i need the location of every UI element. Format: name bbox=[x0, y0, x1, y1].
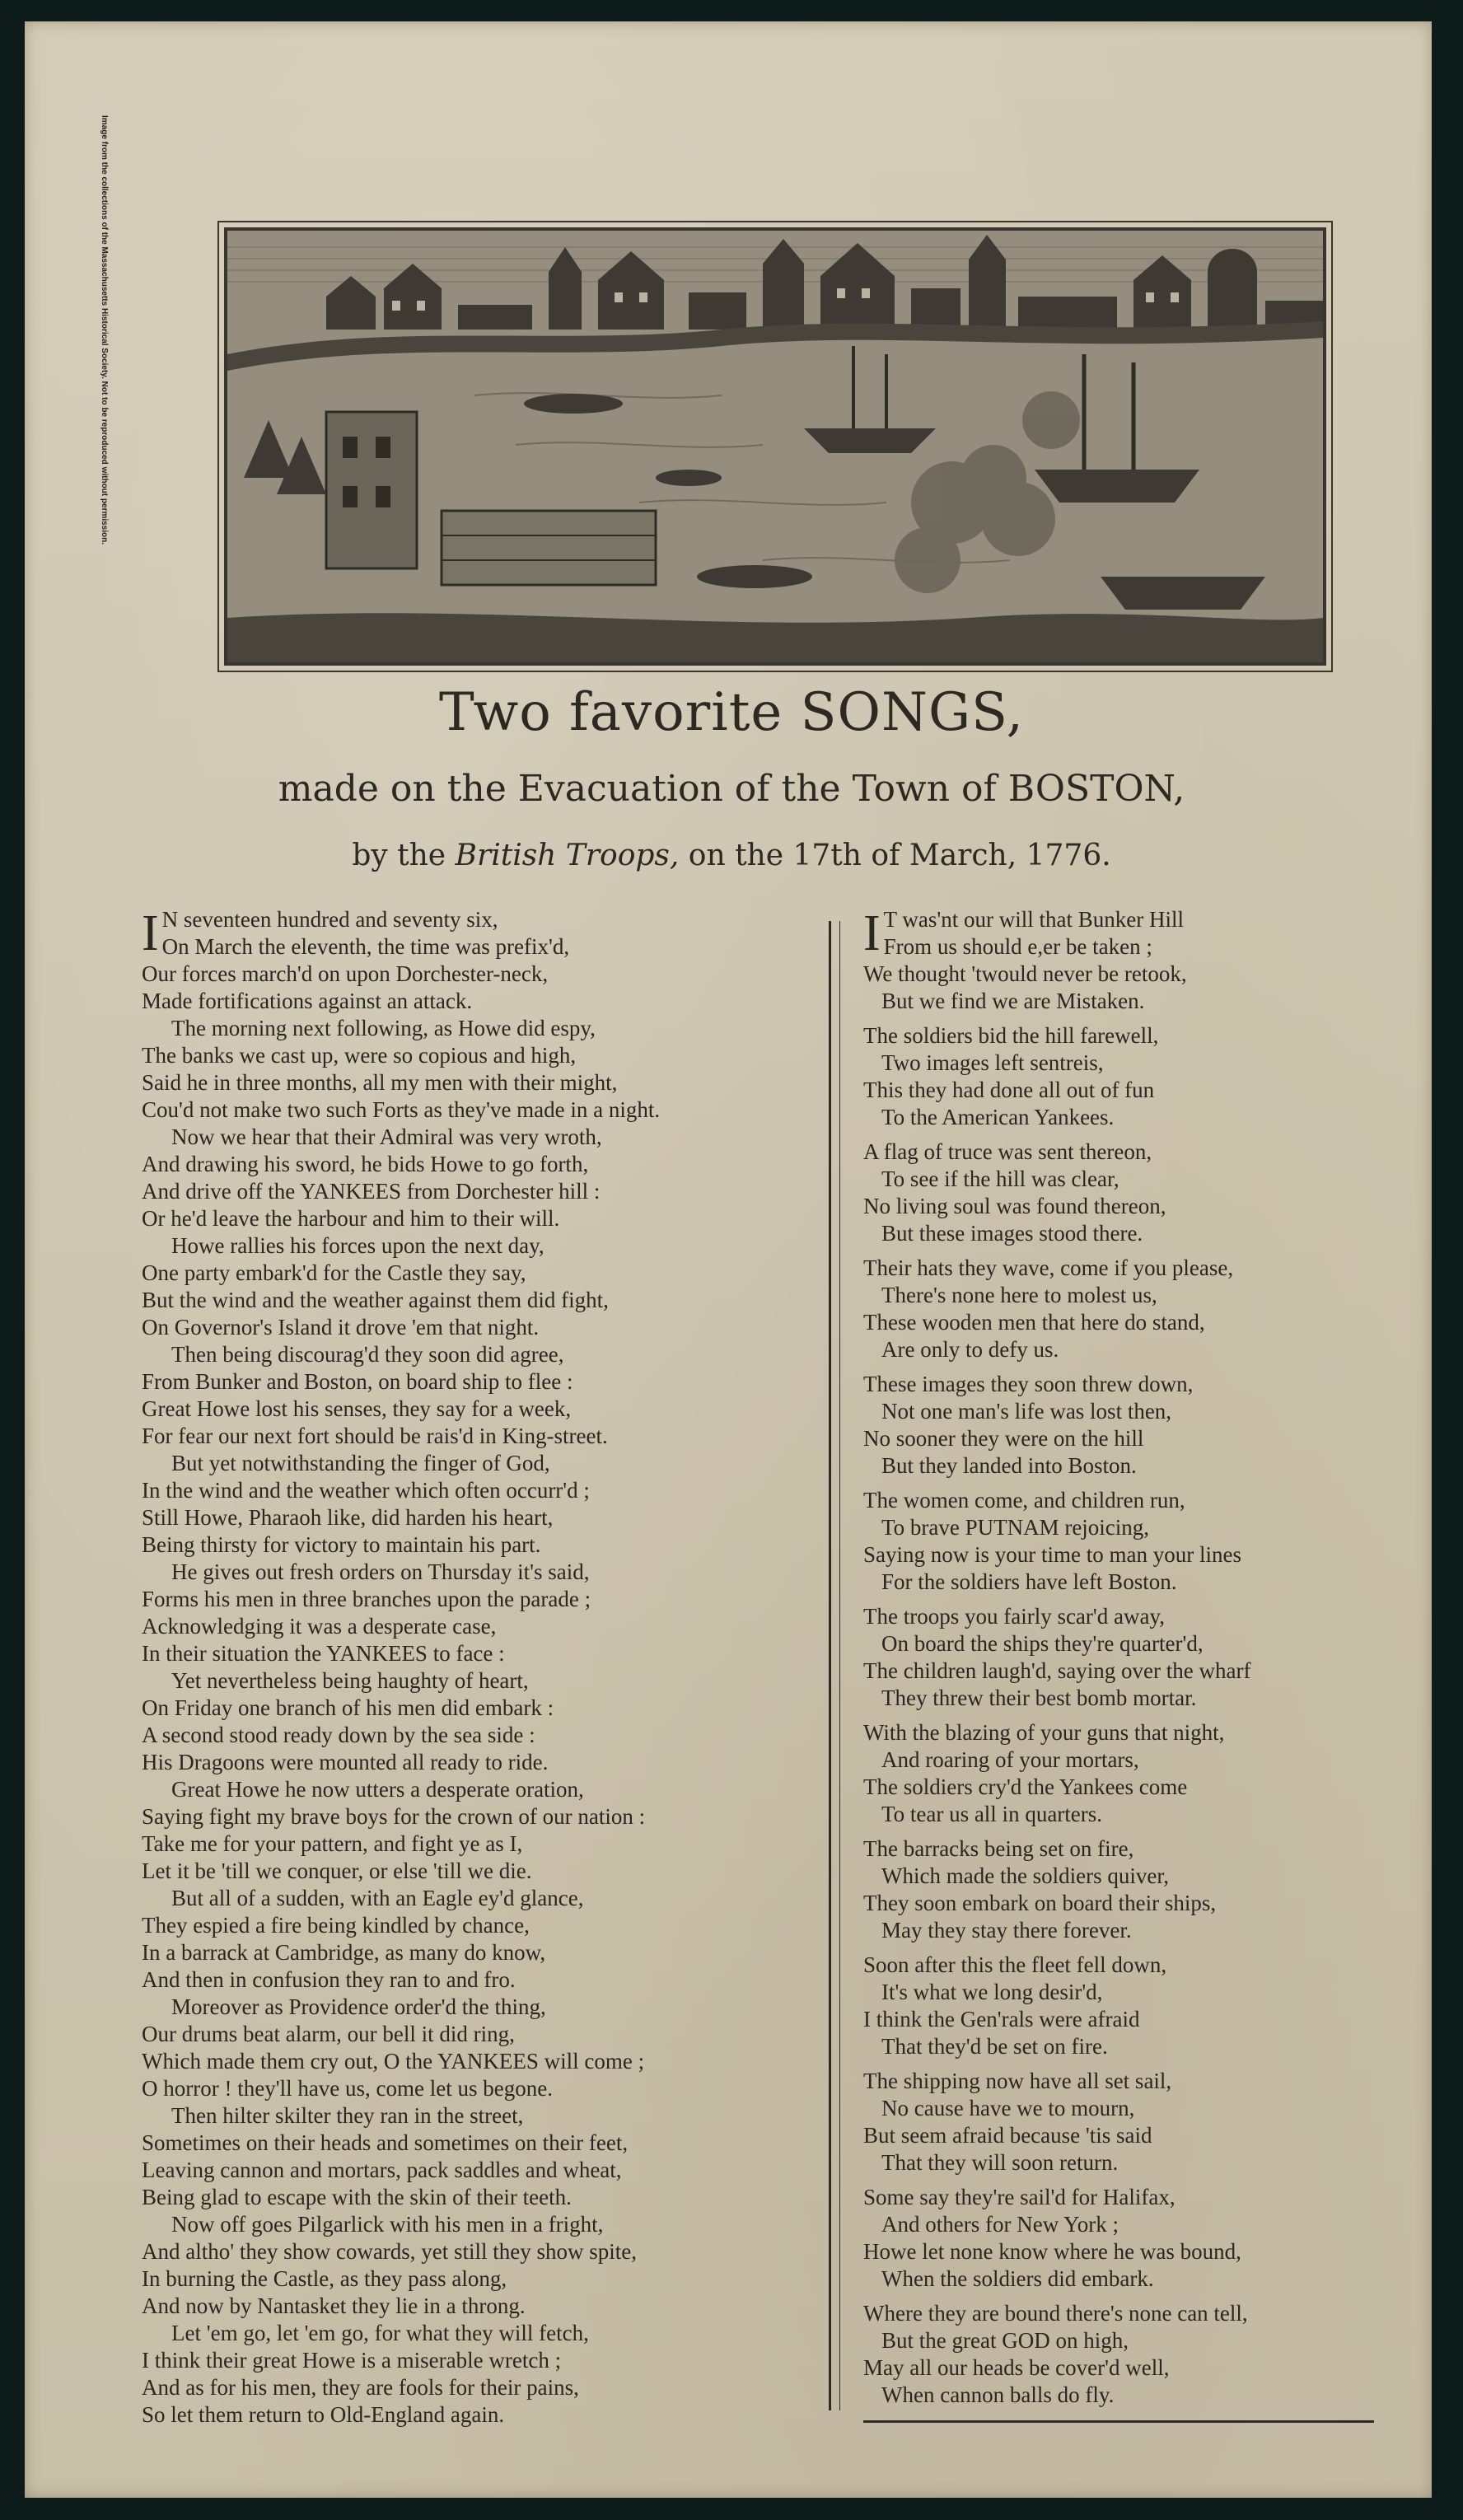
song-two-line bbox=[863, 1863, 1358, 1890]
song-two-line-text: And others for New York ; bbox=[881, 2212, 1119, 2237]
song-one-line-text: For fear our next fort should be rais'd in King-street. bbox=[142, 1424, 608, 1448]
song-one-line bbox=[142, 1504, 834, 1531]
broadside-subtitle: made on the Evacuation of the Town of BOSTON, bbox=[278, 768, 1185, 810]
song-one-line-text: But yet notwithstanding the finger of God, bbox=[171, 1451, 550, 1475]
song-two-line bbox=[863, 2354, 1358, 2382]
song-one-line-text: They espied a fire being kindled by chance, bbox=[142, 1913, 530, 1938]
song-two-line-text: These images they soon threw down, bbox=[863, 1372, 1194, 1396]
song-one-line-text: Saying fight my brave boys for the crown of our nation : bbox=[142, 1804, 646, 1829]
song-two-line-text: For the soldiers have left Boston. bbox=[881, 1569, 1177, 1594]
song-one-line-text: Our forces march'd on upon Dorchester-neck, bbox=[142, 961, 549, 986]
song-two-line-text: Which made the soldiers quiver, bbox=[881, 1863, 1170, 1888]
song-two-line-text: To see if the hill was clear, bbox=[881, 1166, 1119, 1191]
song-one-line-text: So let them return to Old-England again. bbox=[142, 2402, 505, 2427]
song-two-stanza bbox=[863, 1603, 1358, 1712]
song-two-line-text: This they had done all out of fun bbox=[863, 1078, 1155, 1102]
song-one-line bbox=[142, 1450, 834, 1477]
song-one-column bbox=[142, 906, 834, 2429]
song-one-line-text: His Dragoons were mounted all ready to ride. bbox=[142, 1750, 549, 1774]
dateline-prefix: by the bbox=[352, 839, 456, 872]
song-two-line bbox=[863, 1569, 1358, 1596]
song-two-line-text: To brave PUTNAM rejoicing, bbox=[881, 1515, 1150, 1540]
song-two-line-text: We thought 'twould never be retook, bbox=[863, 961, 1187, 986]
song-two-line-text: There's none here to molest us, bbox=[881, 1283, 1157, 1307]
song-one-line bbox=[142, 2265, 834, 2293]
song-one-line bbox=[142, 1260, 834, 1287]
song-one-line bbox=[142, 1042, 834, 1069]
song-two-line bbox=[863, 1425, 1358, 1452]
song-one-line-text: Let 'em go, let 'em go, for what they will fetch, bbox=[171, 2321, 589, 2345]
song-one-line-text: In burning the Castle, as they pass along, bbox=[142, 2266, 507, 2291]
song-two-line bbox=[863, 1541, 1358, 1569]
song-two-line bbox=[863, 1746, 1358, 1774]
song-two-stanza bbox=[863, 1719, 1358, 1828]
song-one-line-text: And now by Nantasket they lie in a throng. bbox=[142, 2293, 526, 2318]
song-one-line-text: Acknowledging it was a desperate case, bbox=[142, 1614, 497, 1639]
song-one-line-text: But the wind and the weather against them did fight, bbox=[142, 1288, 609, 1312]
song-one-line bbox=[142, 1559, 834, 1586]
song-one-line bbox=[142, 2211, 834, 2238]
dateline-suffix: on the 17th of March, 1776. bbox=[679, 839, 1111, 872]
song-one-line-text: And then in confusion they ran to and fro. bbox=[142, 1967, 516, 1992]
song-two-line-text: No sooner they were on the hill bbox=[863, 1426, 1144, 1451]
song-one-line bbox=[142, 1096, 834, 1124]
song-two-line-text: The soldiers bid the hill farewell, bbox=[863, 1023, 1159, 1048]
song-two-line bbox=[863, 1398, 1358, 1425]
song-two-line bbox=[863, 1220, 1358, 1247]
song-two-line bbox=[863, 1138, 1358, 1166]
song-two-line-text: But seem afraid because 'tis said bbox=[863, 2123, 1152, 2148]
song-two-line bbox=[863, 1685, 1358, 1712]
song-two-line-text: That they will soon return. bbox=[881, 2150, 1119, 2175]
song-one-line-text: In a barrack at Cambridge, as many do know, bbox=[142, 1940, 546, 1965]
song-one-line bbox=[142, 1695, 834, 1722]
song-two-stanza bbox=[863, 1371, 1358, 1480]
song-one-line bbox=[142, 1396, 834, 1423]
song-two-line bbox=[863, 2382, 1358, 2409]
song-one-line-text: In the wind and the weather which often occurr'd ; bbox=[142, 1478, 590, 1503]
song-two-line bbox=[863, 1514, 1358, 1541]
song-one-line-text: Which made them cry out, O the YANKEES will come ; bbox=[142, 2049, 645, 2074]
song-one-line-text: Now we hear that their Admiral was very wroth, bbox=[171, 1124, 602, 1149]
song-two-stanza bbox=[863, 1255, 1358, 1363]
song-two-line bbox=[863, 2211, 1358, 2238]
song-one-line bbox=[142, 1314, 834, 1341]
broadside-dateline bbox=[0, 839, 1463, 872]
song-one-line bbox=[142, 933, 834, 961]
song-one-line-text: Then being discourag'd they soon did agree, bbox=[171, 1342, 564, 1367]
song-one-line-text: On Friday one branch of his men did embark : bbox=[142, 1695, 554, 1720]
song-one-line bbox=[142, 1423, 834, 1450]
song-two-stanza bbox=[863, 1138, 1358, 1247]
song-two-line-text: A flag of truce was sent thereon, bbox=[863, 1139, 1152, 1164]
song-two-line bbox=[863, 1193, 1358, 1220]
song-one-line bbox=[142, 1178, 834, 1205]
song-two-line bbox=[863, 1104, 1358, 1131]
song-one-line-text: Our drums beat alarm, our bell it did ring, bbox=[142, 2022, 515, 2046]
harbor-woodcut-illustration bbox=[224, 227, 1326, 666]
song-two-line bbox=[863, 1979, 1358, 2006]
song-one-line bbox=[142, 1151, 834, 1178]
song-one-line bbox=[142, 1776, 834, 1803]
song-two-stanza bbox=[863, 2300, 1358, 2409]
song-one-line-text: O horror ! they'll have us, come let us begone. bbox=[142, 2076, 553, 2101]
song-one-line bbox=[142, 988, 834, 1015]
song-one-line-text: Take me for your pattern, and fight ye as I, bbox=[142, 1831, 523, 1856]
song-two-line-text: No cause have we to mourn, bbox=[881, 2096, 1135, 2120]
song-one-line bbox=[142, 1287, 834, 1314]
song-two-line-text: Where they are bound there's none can tell, bbox=[863, 2301, 1248, 2326]
song-two-line bbox=[863, 1255, 1358, 1282]
song-two-line bbox=[863, 1022, 1358, 1050]
song-one-line-text: Great Howe he now utters a desperate oration, bbox=[171, 1777, 584, 1802]
song-two-line-text: May they stay there forever. bbox=[881, 1918, 1132, 1943]
dateline-troops: British Troops, bbox=[455, 839, 680, 872]
song-two-line bbox=[863, 1487, 1358, 1514]
song-one-line bbox=[142, 1722, 834, 1749]
song-one-line-text: Made fortifications against an attack. bbox=[142, 989, 473, 1013]
song-one-line bbox=[142, 1531, 834, 1559]
song-two-line-text: On board the ships they're quarter'd, bbox=[881, 1631, 1204, 1656]
song-two-stanza bbox=[863, 1835, 1358, 1944]
broadside-title: Two favorite SONGS, bbox=[439, 682, 1024, 743]
song-two-stanza bbox=[863, 2068, 1358, 2176]
song-one-line bbox=[142, 2157, 834, 2184]
song-two-stanza bbox=[863, 1022, 1358, 1131]
song-two-line-text: The troops you fairly scar'd away, bbox=[863, 1604, 1165, 1629]
song-two-line-text: That they'd be set on fire. bbox=[881, 2034, 1108, 2059]
song-two-line bbox=[863, 1282, 1358, 1309]
song-two-line-text: No living soul was found thereon, bbox=[863, 1194, 1166, 1218]
song-two-line bbox=[863, 1801, 1358, 1828]
song-two-line-text: Saying now is your time to man your lines bbox=[863, 1542, 1241, 1567]
song-one-dropcap: I bbox=[142, 905, 159, 961]
song-one-line bbox=[142, 961, 834, 988]
song-two-line bbox=[863, 2327, 1358, 2354]
song-one-line-text: Or he'd leave the harbour and him to their will. bbox=[142, 1206, 560, 1231]
song-one-line-text: And drawing his sword, he bids Howe to go forth, bbox=[142, 1152, 589, 1176]
song-one-line-text: And altho' they show cowards, yet still they show spite, bbox=[142, 2239, 638, 2264]
song-two-line bbox=[863, 2184, 1358, 2211]
song-one-line-text: But all of a sudden, with an Eagle ey'd glance, bbox=[171, 1886, 584, 1910]
song-one-line-text: Still Howe, Pharaoh like, did harden his heart, bbox=[142, 1505, 554, 1530]
song-one-line-text: One party embark'd for the Castle they say, bbox=[142, 1260, 526, 1285]
song-one-line bbox=[142, 1885, 834, 1912]
song-one-line-text: And drive off the YANKEES from Dorchester hill : bbox=[142, 1179, 601, 1204]
song-one-line bbox=[142, 1994, 834, 2021]
song-two-line-text: When cannon balls do fly. bbox=[881, 2382, 1115, 2407]
song-one-line bbox=[142, 2293, 834, 2320]
song-two-line-text: Are only to defy us. bbox=[881, 1337, 1059, 1362]
song-one-line bbox=[142, 1015, 834, 1042]
song-two-line-text: They threw their best bomb mortar. bbox=[881, 1685, 1197, 1710]
song-one-line-text: Being thirsty for victory to maintain his part. bbox=[142, 1532, 541, 1557]
song-one-line-text: The morning next following, as Howe did espy, bbox=[171, 1016, 596, 1040]
song-one-line bbox=[142, 1640, 834, 1667]
song-two-stanza bbox=[863, 1952, 1358, 2060]
song-one-line bbox=[142, 1613, 834, 1640]
closing-rule bbox=[863, 2420, 1374, 2423]
song-one-line bbox=[142, 1830, 834, 1858]
song-one-line bbox=[142, 2238, 834, 2265]
song-two-line-text: With the blazing of your guns that night, bbox=[863, 1720, 1225, 1745]
song-two-line bbox=[863, 1050, 1358, 1077]
song-two-line-text: But the great GOD on high, bbox=[881, 2328, 1129, 2353]
song-one-line-text: From Bunker and Boston, on board ship to flee : bbox=[142, 1369, 573, 1394]
song-two-line bbox=[863, 1630, 1358, 1657]
song-one-line bbox=[142, 1939, 834, 1966]
song-two-line bbox=[863, 1371, 1358, 1398]
collection-notice: Image from the collections of the Massachusetts Historical Society. Not to be reproduced without permission. bbox=[100, 115, 109, 545]
song-two-line-text: And roaring of your mortars, bbox=[881, 1747, 1139, 1772]
song-two-line-text: These wooden men that here do stand, bbox=[863, 1310, 1205, 1335]
song-two-line bbox=[863, 2122, 1358, 2149]
song-one-line bbox=[142, 1124, 834, 1151]
song-one-line bbox=[142, 2048, 834, 2075]
song-one-line bbox=[142, 1232, 834, 1260]
song-one-line-text: Sometimes on their heads and sometimes on their feet, bbox=[142, 2130, 629, 2155]
song-two-line bbox=[863, 1835, 1358, 1863]
song-one-line bbox=[142, 2347, 834, 2374]
song-two-line-text: The children laugh'd, saying over the wharf bbox=[863, 1658, 1251, 1683]
song-one-line-text: Said he in three months, all my men with their might, bbox=[142, 1070, 618, 1095]
song-one-line bbox=[142, 2130, 834, 2157]
song-one-line bbox=[142, 1205, 834, 1232]
song-two-line-text: The soldiers cry'd the Yankees come bbox=[863, 1774, 1188, 1799]
song-one-line-text: Being glad to escape with the skin of their teeth. bbox=[142, 2185, 572, 2209]
song-one-line bbox=[142, 1341, 834, 1368]
song-one-line-text: Great Howe lost his senses, they say for a week, bbox=[142, 1396, 572, 1421]
song-two-line bbox=[863, 1719, 1358, 1746]
song-two-line-text: When the soldiers did embark. bbox=[881, 2266, 1154, 2291]
song-two-line bbox=[863, 2006, 1358, 2033]
song-two-line bbox=[863, 1166, 1358, 1193]
song-two-line-text: But these images stood there. bbox=[881, 1221, 1143, 1246]
song-two-line bbox=[863, 1603, 1358, 1630]
song-two-line bbox=[863, 1336, 1358, 1363]
song-two-line bbox=[863, 933, 1358, 961]
song-two-line bbox=[863, 2068, 1358, 2095]
song-one-line-text: On March the eleventh, the time was prefix'd, bbox=[161, 934, 570, 959]
song-two-line bbox=[863, 1452, 1358, 1480]
song-two-line bbox=[863, 2095, 1358, 2122]
song-one-line-text: Yet nevertheless being haughty of heart, bbox=[171, 1668, 529, 1693]
song-one-line-text: He gives out fresh orders on Thursday it's said, bbox=[171, 1559, 590, 1584]
song-two-line-text: T was'nt our will that Bunker Hill bbox=[883, 907, 1184, 932]
song-two-line-text: To the American Yankees. bbox=[881, 1105, 1115, 1129]
song-one-line bbox=[142, 1667, 834, 1695]
song-two-line-text: Howe let none know where he was bound, bbox=[863, 2239, 1241, 2264]
song-two-line-text: To tear us all in quarters. bbox=[881, 1802, 1103, 1826]
song-one-line-text: A second stood ready down by the sea side : bbox=[142, 1723, 535, 1747]
song-two-stanza bbox=[863, 2184, 1358, 2293]
song-two-line-text: Soon after this the fleet fell down, bbox=[863, 1952, 1167, 1977]
song-two-line bbox=[863, 1952, 1358, 1979]
song-one-line-text: On Governor's Island it drove 'em that night. bbox=[142, 1315, 540, 1339]
song-one-line bbox=[142, 2075, 834, 2102]
song-one-line bbox=[142, 1368, 834, 1396]
song-one-line-text: Now off goes Pilgarlick with his men in a fright, bbox=[171, 2212, 604, 2237]
song-two-line-text: Some say they're sail'd for Halifax, bbox=[863, 2185, 1176, 2209]
song-two-line bbox=[863, 2033, 1358, 2060]
song-one-line-text: N seventeen hundred and seventy six, bbox=[161, 907, 498, 932]
column-divider bbox=[829, 921, 840, 2410]
song-one-line-text: And as for his men, they are fools for their pains, bbox=[142, 2375, 579, 2400]
song-one-line-text: Forms his men in three branches upon the parade ; bbox=[142, 1587, 591, 1611]
song-two-line-text: Two images left sentreis, bbox=[881, 1050, 1104, 1075]
song-one-line-text: Let it be 'till we conquer, or else 'till we die. bbox=[142, 1858, 532, 1883]
song-two-line bbox=[863, 1774, 1358, 1801]
song-two-line-text: May all our heads be cover'd well, bbox=[863, 2355, 1170, 2380]
song-one-line-text: In their situation the YANKEES to face : bbox=[142, 1641, 505, 1666]
song-one-line-text: Howe rallies his forces upon the next day, bbox=[171, 1233, 545, 1258]
song-two-line bbox=[863, 2265, 1358, 2293]
song-one-line bbox=[142, 1858, 834, 1885]
song-one-line bbox=[142, 1069, 834, 1096]
song-one-line-text: The banks we cast up, were so copious and high, bbox=[142, 1043, 577, 1068]
song-two-line bbox=[863, 1917, 1358, 1944]
song-one-line-text: Then hilter skilter they ran in the street, bbox=[171, 2103, 524, 2128]
song-two-line-text: I think the Gen'rals were afraid bbox=[863, 2007, 1140, 2031]
song-one-line-text: Cou'd not make two such Forts as they've made in a night. bbox=[142, 1097, 661, 1122]
song-two-line bbox=[863, 1657, 1358, 1685]
song-two-line-text: It's what we long desir'd, bbox=[881, 1980, 1103, 2004]
song-two-line bbox=[863, 2149, 1358, 2176]
song-two-line-text: The shipping now have all set sail, bbox=[863, 2069, 1172, 2093]
song-one-line bbox=[142, 1966, 834, 1994]
song-one-line bbox=[142, 1912, 834, 1939]
song-two-line bbox=[863, 1309, 1358, 1336]
song-two-stanza bbox=[863, 1487, 1358, 1596]
song-one-line-text: Moreover as Providence order'd the thing, bbox=[171, 1994, 546, 2019]
song-two-line-text: But they landed into Boston. bbox=[881, 1453, 1137, 1478]
song-two-line-text: But we find we are Mistaken. bbox=[881, 989, 1145, 1013]
song-one-line bbox=[142, 1586, 834, 1613]
song-two-column bbox=[863, 906, 1358, 2416]
song-one-line bbox=[142, 2401, 834, 2429]
song-two-line bbox=[863, 1077, 1358, 1104]
song-two-line-text: The barracks being set on fire, bbox=[863, 1836, 1134, 1861]
song-two-line bbox=[863, 2300, 1358, 2327]
song-two-stanza bbox=[863, 906, 1358, 1015]
song-one-line bbox=[142, 1749, 834, 1776]
song-two-line-text: They soon embark on board their ships, bbox=[863, 1891, 1217, 1915]
song-one-line bbox=[142, 2021, 834, 2048]
song-two-line bbox=[863, 2238, 1358, 2265]
song-one-line bbox=[142, 1803, 834, 1830]
song-one-line-text: Leaving cannon and mortars, pack saddles and wheat, bbox=[142, 2158, 622, 2182]
song-two-line bbox=[863, 988, 1358, 1015]
song-one-line bbox=[142, 2184, 834, 2211]
song-one-line bbox=[142, 2102, 834, 2130]
song-two-line bbox=[863, 961, 1358, 988]
song-one-line bbox=[142, 2320, 834, 2347]
song-two-line-text: From us should e,er be taken ; bbox=[883, 934, 1152, 959]
song-one-line bbox=[142, 1477, 834, 1504]
song-two-line-text: The women come, and children run, bbox=[863, 1488, 1185, 1512]
song-two-line-text: Their hats they wave, come if you please, bbox=[863, 1255, 1234, 1280]
song-two-dropcap: I bbox=[863, 905, 881, 961]
song-one-line-text: I think their great Howe is a miserable wretch ; bbox=[142, 2348, 562, 2373]
song-one-line bbox=[142, 2374, 834, 2401]
song-two-line-text: Not one man's life was lost then, bbox=[881, 1399, 1172, 1424]
song-two-line bbox=[863, 1890, 1358, 1917]
